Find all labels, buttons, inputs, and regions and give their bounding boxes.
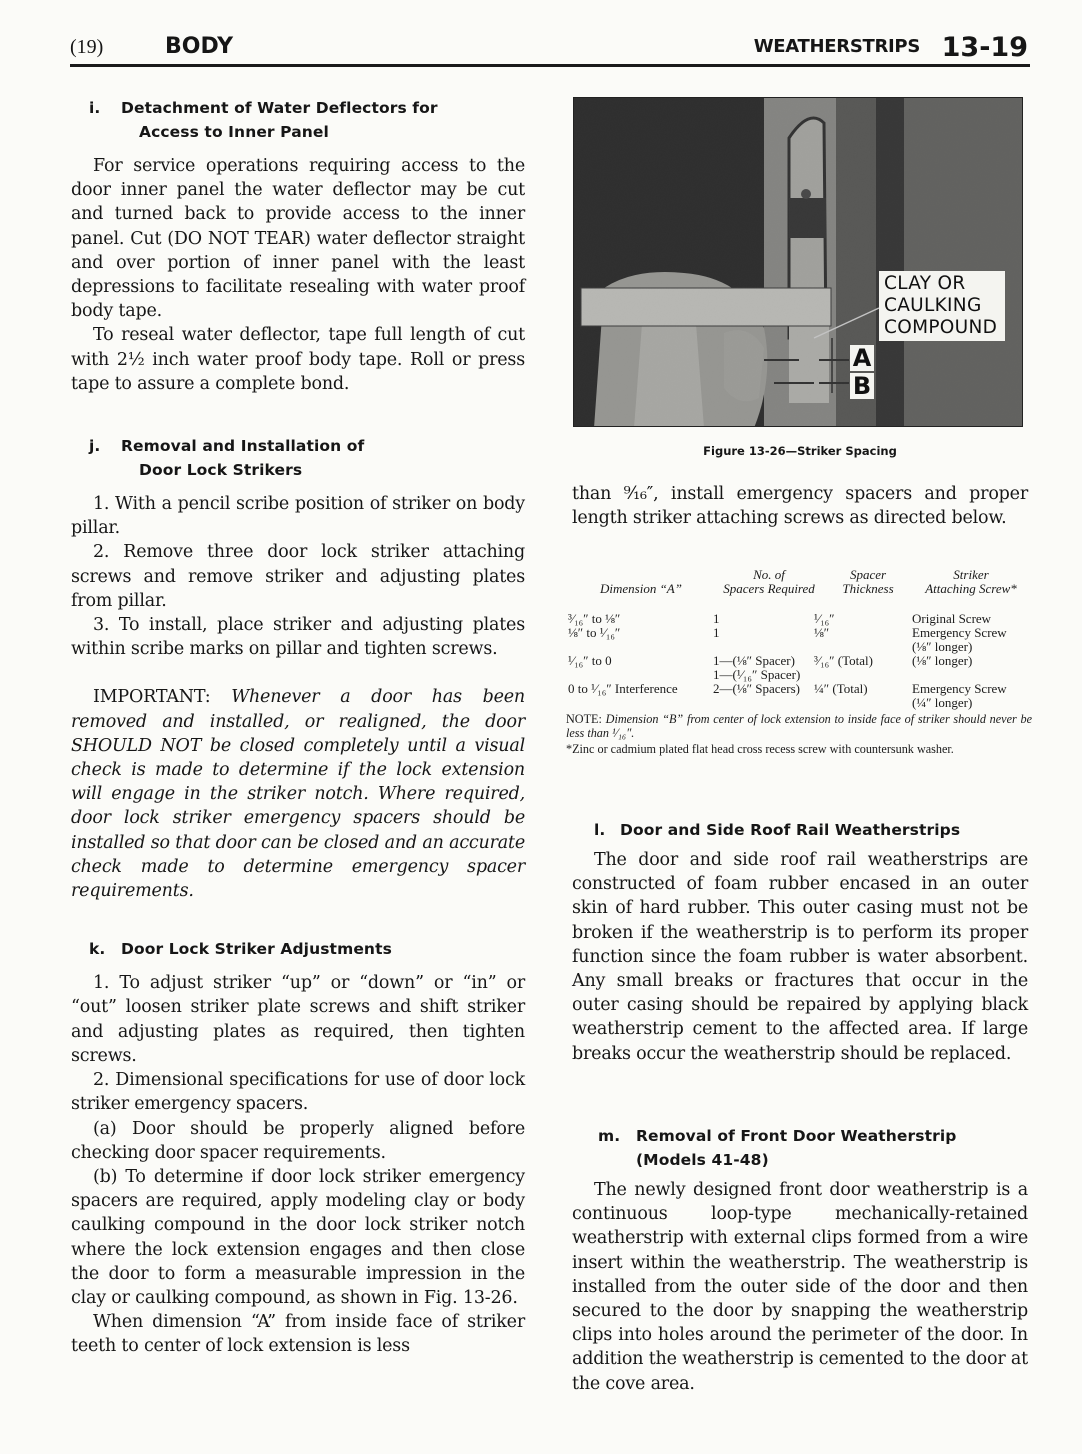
table-row [566, 682, 1032, 696]
cell-dimension-a: ³⁄₁₆″ to ⅛″ [568, 611, 621, 626]
section-k-paragraph: 2. Dimensional specifications for use of door lock striker emergency spacers. [71, 1070, 525, 1115]
section-l-heading [572, 818, 1028, 842]
cell-spacer-thickness: ¼″ (Total) [814, 681, 868, 696]
section-title: BODY [165, 34, 234, 59]
important-text-1: Whenever a door has been removed and installed, or realigned, the door [71, 687, 525, 732]
section-i-title-1: Detachment of Water Deflectors for [121, 99, 438, 117]
callout-line: COMPOUND [884, 317, 998, 338]
important-label: IMPORTANT: [93, 687, 211, 708]
section-j-label: j. [89, 437, 101, 456]
section-k-title: Door Lock Striker Adjustments [121, 940, 392, 959]
section-m-paragraph: The newly designed front door weatherstrip is a continuous loop-type mechanically-retained weatherstrip with external clips formed from a wire insert within the weatherstrip. The weatherstrip is installed from the outer side of the door and then secured to the door by snapping the weatherstrip clips into holes around the perimeter of the door. In addition the weatherstrip is cemented to the door at the cove area. [572, 1180, 1028, 1394]
note-label: NOTE: [566, 712, 602, 726]
striker-photo-illustration [574, 98, 1023, 427]
page-reference: (19) [70, 36, 104, 58]
cell-no-of-spacers: 1—(⅛″ Spacer) [713, 653, 795, 668]
table-footnote: *Zinc or cadmium plated flat head cross recess screw with countersunk washer. [566, 742, 954, 756]
dimension-a-tag: A [850, 345, 874, 371]
left-column [71, 96, 525, 1359]
cell-no-of-spacers: 1 [713, 611, 720, 626]
note-text: Dimension “B” from center of lock extension to inside face of striker should never be less than ¹⁄₁₆″. [566, 712, 1032, 740]
topic-title: WEATHERSTRIPS [753, 36, 920, 57]
table-header-row [566, 568, 1032, 602]
important-emphasis: SHOULD NOT [71, 735, 202, 756]
section-j-heading [71, 434, 525, 482]
cell-no-of-spacers: 2—(⅛″ Spacers) [713, 681, 801, 696]
cell-dimension-a: ¹⁄₁₆″ to 0 [568, 653, 612, 668]
section-m [572, 1124, 1028, 1396]
cell-striker-screw: (¼″ longer) [912, 695, 973, 710]
cell-striker-screw: (⅛″ longer) [912, 653, 973, 668]
cell-no-of-spacers: 1—(¹⁄₁₆″ Spacer) [713, 667, 801, 682]
cell-dimension-a: 0 to ¹⁄₁₆″ Interference [568, 681, 678, 696]
callout-line: CLAY OR [884, 273, 966, 294]
section-i-paragraph: To reseal water deflector, tape full length of cut with 2½ inch water proof body tape. Roll or press tape to assure a complete bond. [71, 325, 525, 394]
page-number: 13-19 [941, 32, 1028, 63]
important-note [71, 685, 525, 903]
table-body [566, 612, 1032, 710]
cell-striker-screw: Original Screw [912, 611, 992, 626]
cell-striker-screw: (⅛″ longer) [912, 639, 973, 654]
section-k-label: k. [89, 940, 106, 959]
section-m-heading [572, 1124, 1028, 1172]
section-k-paragraph: (a) Door should be properly aligned before checking door spacer requirements. [71, 1118, 525, 1163]
table-note [566, 712, 1032, 740]
table-row [566, 626, 1032, 640]
section-k-paragraph: 1. To adjust striker “up” or “down” or “in” or “out” loosen striker plate screws and shift striker and adjusting plates as required, then tighten screws. [71, 973, 525, 1066]
continuation-paragraph: than ⁹⁄₁₆″, install emergency spacers and proper length striker attaching screws as directed below. [572, 484, 1028, 529]
section-i-title-2: Access to Inner Panel [139, 123, 329, 141]
cell-spacer-thickness: ³⁄₁₆″ (Total) [814, 653, 873, 668]
table-row [566, 668, 1032, 682]
section-i-paragraph: For service operations requiring access to the door inner panel the water deflector may be cut and turned back to provide access to the inner panel. Cut (DO NOT TEAR) water deflector straight and over portion of inner panel with the least depressions to facilitate resealing with water proof body tape. [71, 156, 525, 322]
section-l-paragraph: The door and side roof rail weatherstrips are constructed of foam rubber encased in an outer skin of hard rubber. This outer casing must not be broken if the weatherstrip is to perform its proper function since the foam rubber is water absorbent. Any small breaks or fractures that occur in the outer casing should be repaired by applying black weatherstrip cement to the affected area. If large breaks occur the weatherstrip should be replaced. [572, 850, 1028, 1064]
table-row [566, 696, 1032, 710]
spacer-spec-table [566, 568, 1032, 756]
section-i-heading [71, 96, 525, 144]
table-row [566, 654, 1032, 668]
cell-no-of-spacers: 1 [713, 625, 720, 640]
dimension-b-tag: B [850, 373, 874, 399]
callout-line: CAULKING [884, 295, 982, 316]
section-j-step: 1. With a pencil scribe position of striker on body pillar. [71, 494, 525, 539]
page-header [70, 32, 1030, 66]
figure-caption: Figure 13-26—Striker Spacing [703, 444, 897, 458]
section-i-label: i. [89, 99, 101, 117]
cell-spacer-thickness: ¹⁄₁₆″ [814, 611, 835, 626]
header-striker-screw: Striker Attaching Screw* [925, 567, 1017, 596]
cell-spacer-thickness: ⅛″ [814, 625, 830, 640]
table-row [566, 640, 1032, 654]
section-m-title-1: Removal of Front Door Weatherstrip [636, 1127, 957, 1145]
section-l [572, 818, 1028, 1066]
section-k-paragraph: (b) To determine if door lock striker emergency spacers are required, apply modeling clay or body caulking compound in the door lock striker notch where the lock extension engages and then close the door to form a measurable impression in the clay or caulking compound, as shown in Fig. 13-26. [71, 1166, 525, 1308]
section-j-title-2: Door Lock Strikers [139, 461, 303, 480]
cell-dimension-a: ⅛″ to ¹⁄₁₆″ [568, 625, 621, 640]
callout-clay-compound [879, 271, 1005, 341]
section-j-title-1: Removal and Installation of [121, 437, 365, 456]
section-l-title: Door and Side Roof Rail Weatherstrips [620, 821, 961, 839]
section-m-label: m. [598, 1127, 621, 1145]
table-row [566, 612, 1032, 626]
section-l-label: l. [594, 821, 606, 839]
right-column-top [572, 482, 1028, 530]
section-k-heading [71, 937, 525, 961]
header-dimension-a: Dimension “A” [600, 581, 682, 596]
section-k-paragraph: When dimension “A” from inside face of striker teeth to center of lock extension is less [71, 1312, 525, 1357]
section-j-step: 2. Remove three door lock striker attaching screws and remove striker and adjusting plates from pillar. [71, 542, 525, 611]
important-text-2: be closed completely until a visual check is made to determine if the lock extension will engage in the striker notch. Where required, door lock striker emergency spacers should be installed so that door can be closed and an accurate check made to determine emergency spacer requirements. [71, 735, 525, 902]
header-rule [70, 64, 1030, 67]
cell-striker-screw: Emergency Screw [912, 681, 1007, 696]
section-j-step: 3. To install, place striker and adjusting plates within scribe marks on pillar and tighten screws. [71, 615, 525, 660]
header-spacer-thickness: Spacer Thickness [842, 567, 894, 596]
figure-striker-spacing-photo [573, 97, 1023, 427]
cell-striker-screw: Emergency Screw [912, 625, 1007, 640]
section-m-title-2: (Models 41-48) [636, 1151, 769, 1169]
header-no-of-spacers: No. of Spacers Required [723, 567, 815, 596]
